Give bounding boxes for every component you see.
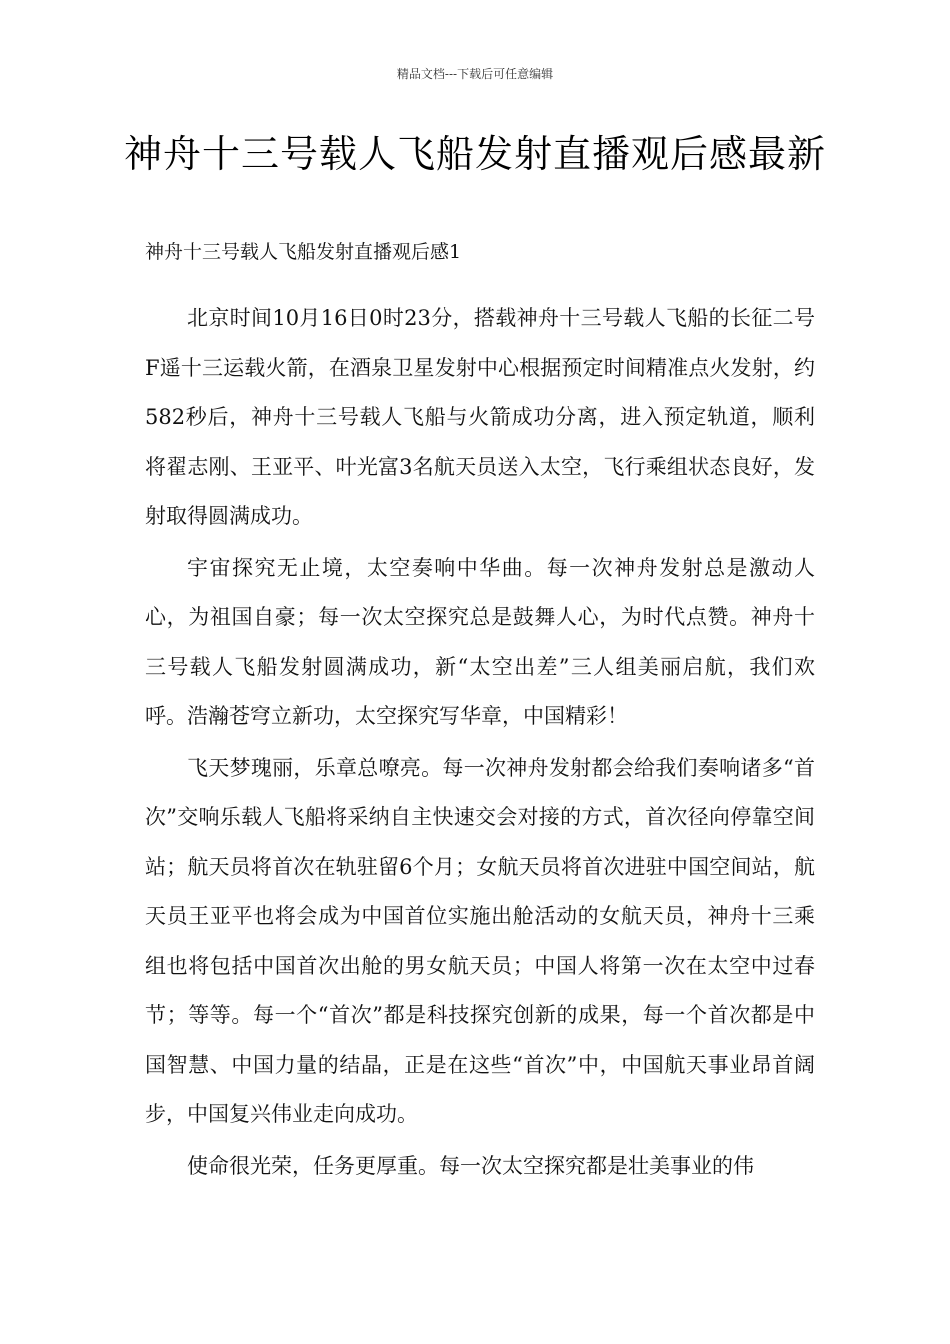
document-title: 神舟十三号载人飞船发射直播观后感最新 (123, 132, 826, 176)
header-note: 精品文档---下载后可任意编辑 (396, 67, 554, 81)
paragraph: 北京时间10月16日0时23分，搭载神舟十三号载人飞船的长征二号F遥十三运载火箭，在酒泉卫星发射中心根据预定时间精准点火发射，约582秒后，神舟十三号载人飞船与火箭成功分离，进入预定轨道，顺利将翟志刚、王亚平、叶光富3名航天员送入太空，飞行乘组状态良好，发射取得圆满成功。 (145, 306, 815, 528)
paragraph: 飞天梦瑰丽，乐章总嘹亮。每一次神舟发射都会给我们奏响诸多“首次”交响乐载人飞船将采纳自主快速交会对接的方式，首次径向停靠空间站；航天员将首次在轨驻留6个月；女航天员将首次进驻中国空间站，航天员王亚平也将会成为中国首位实施出舱活动的女航天员，神舟十三乘组也将包括中国首次出舱的男女航天员；中国人将第一次在太空中过春节；等等。每一个“首次”都是科技探究创新的成果，每一个首次都是中国智慧、中国力量的结晶，正是在这些“首次”中，中国航天事业昂首阔步，中国复兴伟业走向成功。 (145, 755, 815, 1126)
paragraph: 使命很光荣，任务更厚重。每一次太空探究都是壮美事业的伟 (187, 1153, 754, 1178)
document-subtitle: 神舟十三号载人飞船发射直播观后感1 (145, 241, 462, 263)
paragraph: 宇宙探究无止境，太空奏响中华曲。每一次神舟发射总是激动人心，为祖国自豪；每一次太空探究总是鼓舞人心，为时代点赞。神舟十三号载人飞船发射圆满成功，新“太空出差”三人组美丽启航，我们欢呼。浩瀚苍穹立新功，太空探究写华章，中国精彩！ (145, 555, 815, 728)
document-body (145, 232, 815, 1193)
